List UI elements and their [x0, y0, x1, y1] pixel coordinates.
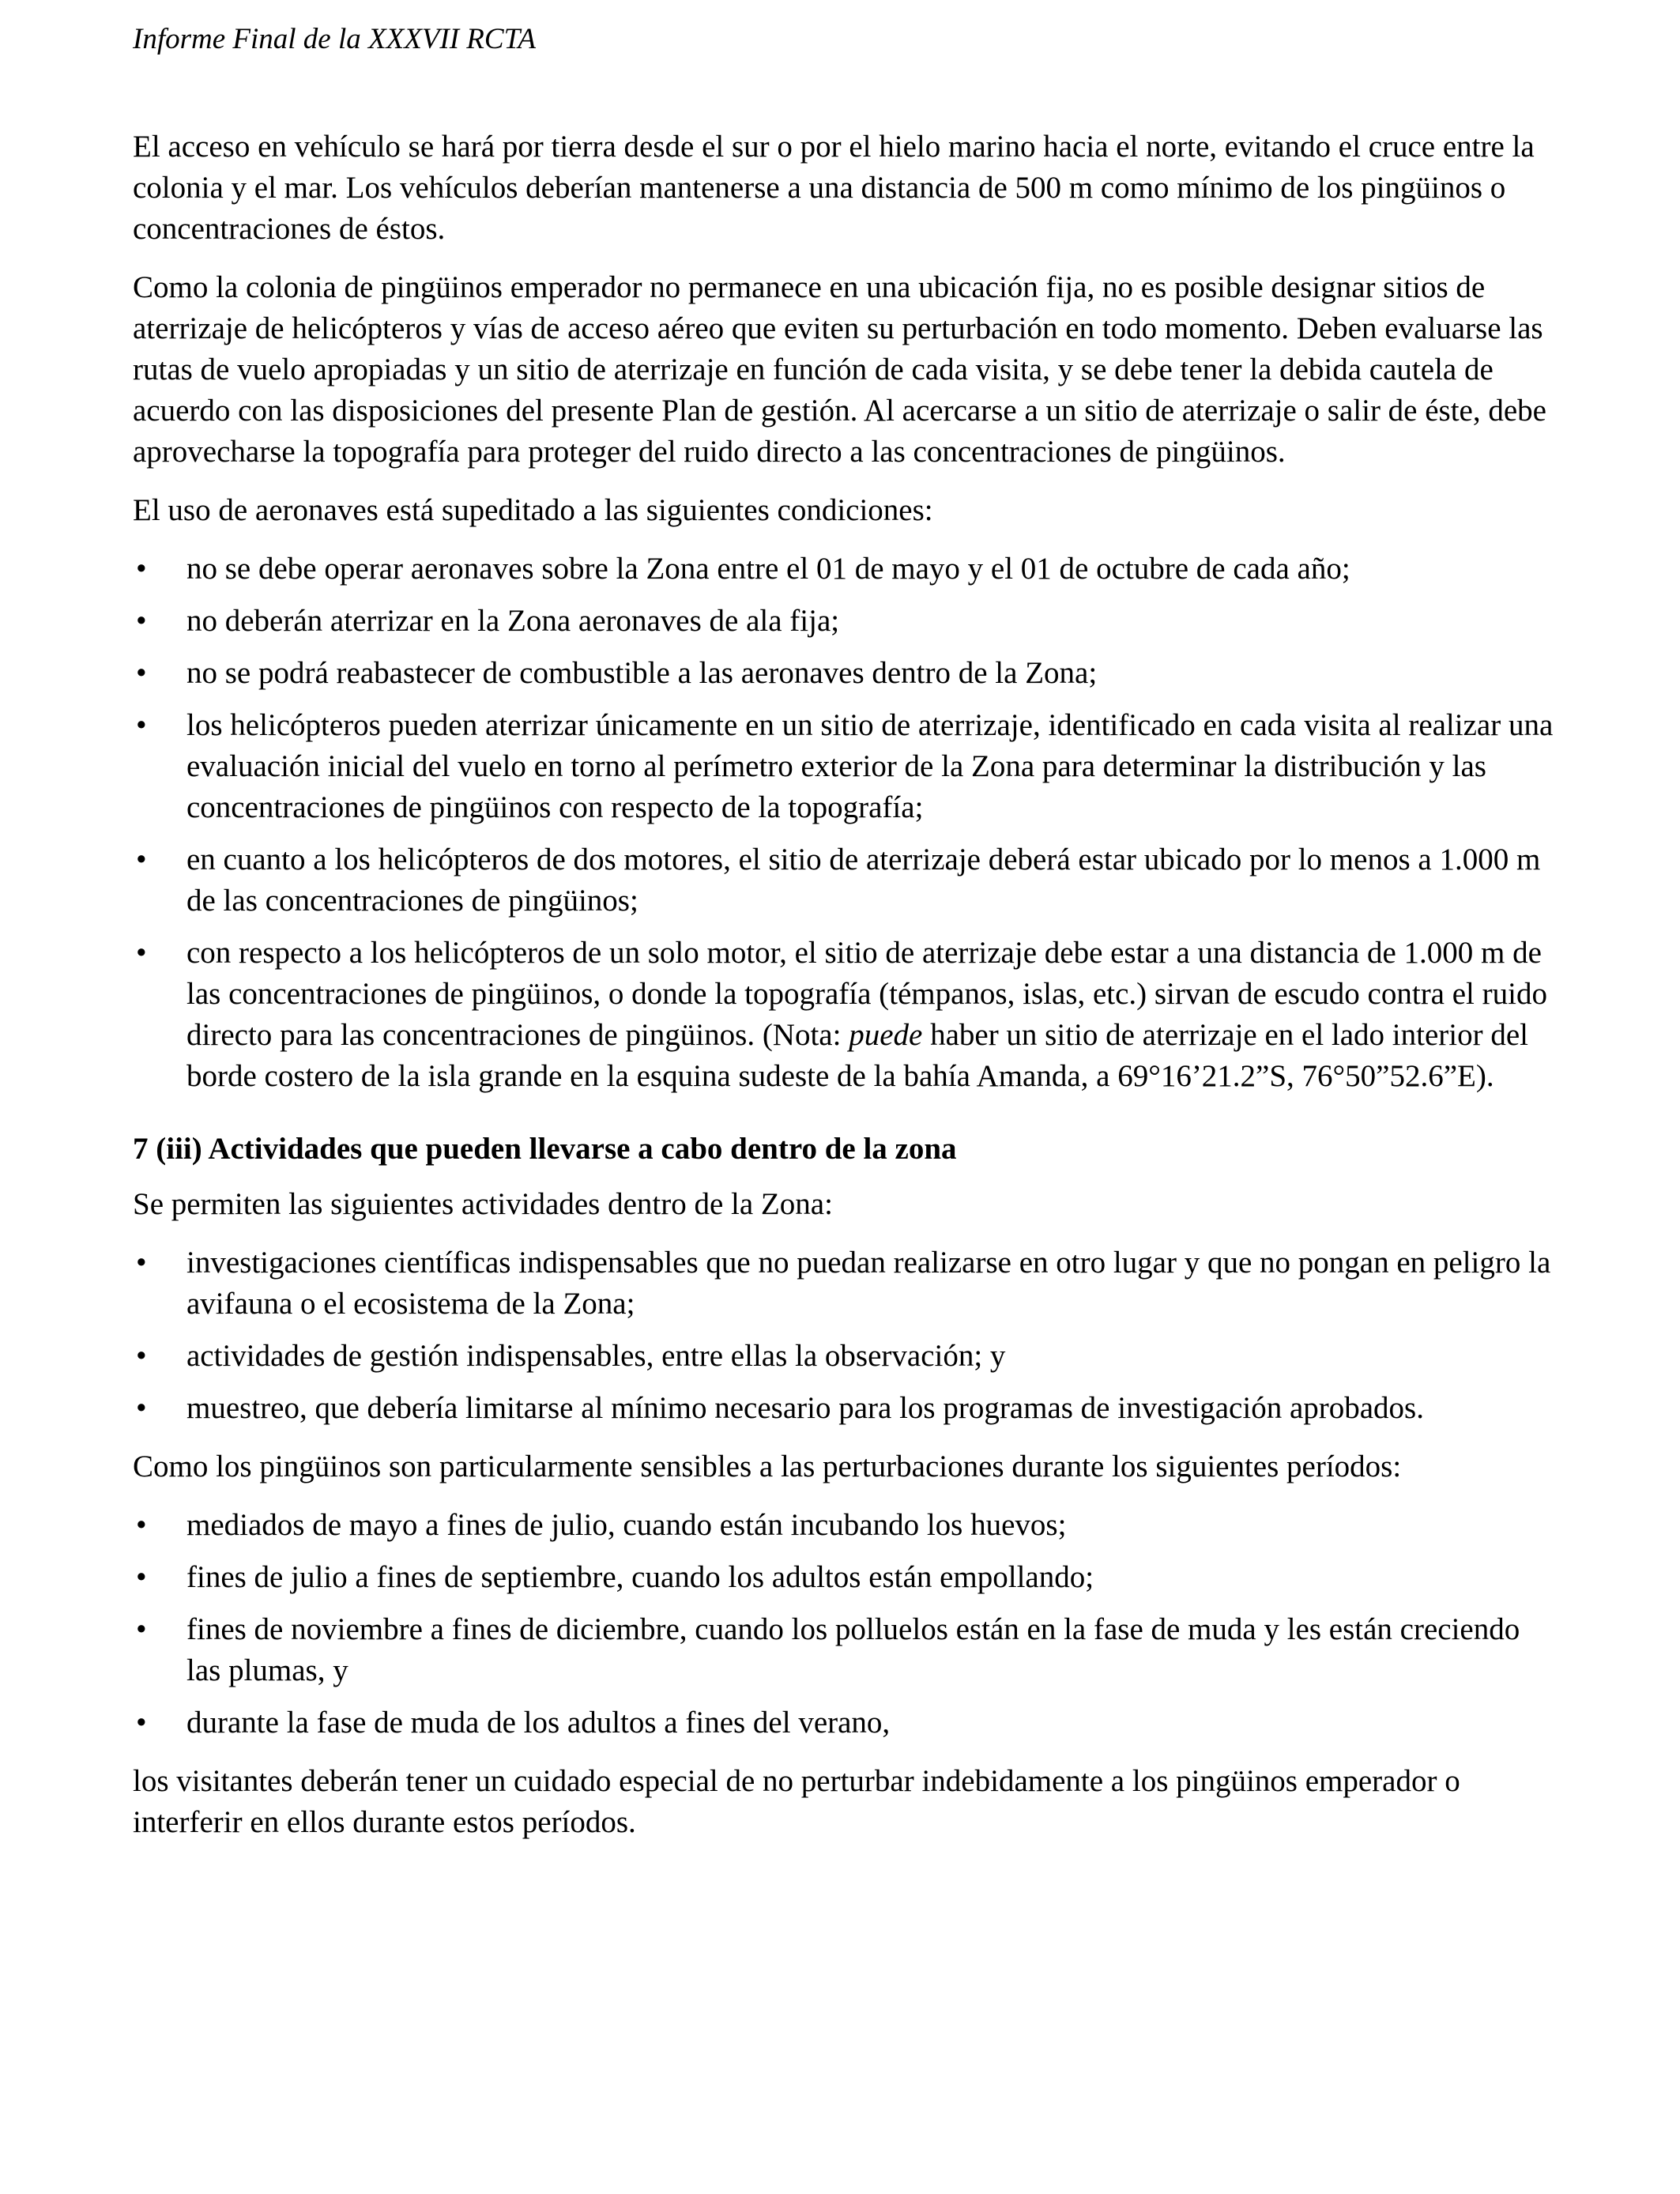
list-item: • en cuanto a los helicópteros de dos motores, el sitio de aterrizaje deberá estar ubicado por lo menos a 1.000 m de las concentraciones de pingüinos; — [133, 839, 1555, 922]
list-item: • no deberán aterrizar en la Zona aeronaves de ala fija; — [133, 601, 1555, 642]
paragraph-sensitive-intro: Como los pingüinos son particularmente sensibles a las perturbaciones durante los siguientes períodos: — [133, 1449, 1402, 1483]
list-item: • mediados de mayo a fines de julio, cuando están incubando los huevos; — [133, 1505, 1555, 1546]
bullet-icon: • — [136, 1339, 147, 1373]
section-heading: 7 (iii) Actividades que pueden llevarse a cabo dentro de la zona — [133, 1132, 957, 1166]
bullet-icon: • — [136, 656, 147, 690]
list-item: • no se debe operar aeronaves sobre la Zona entre el 01 de mayo y el 01 de octubre de cada año; — [133, 548, 1555, 590]
paragraph-aircraft-intro: El uso de aeronaves está supeditado a las siguientes condiciones: — [133, 493, 933, 527]
bullet-icon: • — [136, 552, 147, 586]
bullet-icon: • — [136, 936, 147, 970]
bullet-icon: • — [136, 708, 147, 742]
list-item: • actividades de gestión indispensables, entre ellas la observación; y — [133, 1336, 1555, 1377]
document-body — [133, 126, 1555, 1860]
aircraft-conditions-list — [133, 548, 1555, 1097]
list-item: • durante la fase de muda de los adultos a fines del verano, — [133, 1702, 1555, 1744]
list-item: • fines de julio a fines de septiembre, cuando los adultos están empollando; — [133, 1557, 1555, 1598]
paragraph-helicopter-sites: Como la colonia de pingüinos emperador no permanece en una ubicación fija, no es posible designar sitios de aterrizaje de helicópteros y vías de acceso aéreo que eviten su perturbación en todo momento. Deben evaluarse las rutas de vuelo apropiadas y un sitio de aterrizaje en función de cada visita, y se debe tener la debida cautela de acuerdo con las disposiciones del presente Plan de gestión. Al acercarse a un sitio de aterrizaje o salir de éste, debe aprovecharse la topografía para proteger del ruido directo a las concentraciones de pingüinos. — [133, 270, 1546, 469]
bullet-icon: • — [136, 843, 147, 876]
list-item: • con respecto a los helicópteros de un solo motor, el sitio de aterrizaje debe estar a una distancia de 1.000 m de las concentraciones de pingüinos, o donde la topografía (témpanos, islas, etc.) sirvan de escudo contra el ruido directo para las concentraciones de pingüinos. (Nota: puede haber un sitio de aterrizaje en el lado interior del borde costero de la isla grande en la esquina sudeste de la bahía Amanda, a 69°16’21.2”S, 76°50”52.6”E). — [133, 933, 1555, 1097]
list-item: • muestreo, que debería limitarse al mínimo necesario para los programas de investigación aprobados. — [133, 1388, 1555, 1429]
sensitive-periods-list — [133, 1505, 1555, 1744]
paragraph-vehicle-access: El acceso en vehículo se hará por tierra desde el sur o por el hielo marino hacia el norte, evitando el cruce entre la colonia y el mar. Los vehículos deberían mantenerse a una distancia de 500 m como mínimo de los pingüinos o concentraciones de éstos. — [133, 130, 1535, 246]
bullet-icon: • — [136, 1706, 147, 1740]
permitted-activities-list — [133, 1242, 1555, 1429]
bullet-icon: • — [136, 1246, 147, 1280]
list-item: • no se podrá reabastecer de combustible a las aeronaves dentro de la Zona; — [133, 653, 1555, 694]
bullet-icon: • — [136, 1612, 147, 1646]
bullet-icon: • — [136, 604, 147, 638]
list-item: • los helicópteros pueden aterrizar únicamente en un sitio de aterrizaje, identificado en cada visita al realizar una evaluación inicial del vuelo en torno al perímetro exterior de la Zona para determinar la distribución y las concentraciones de pingüinos con respecto de la topografía; — [133, 705, 1555, 828]
italic-note-word: puede — [849, 1018, 923, 1052]
list-item: • fines de noviembre a fines de diciembre, cuando los polluelos están en la fase de muda y les están creciendo las plumas, y — [133, 1609, 1555, 1691]
list-item: • investigaciones científicas indispensables que no puedan realizarse en otro lugar y que no pongan en peligro la avifauna o el ecosistema de la Zona; — [133, 1242, 1555, 1325]
running-header: Informe Final de la XXXVII RCTA — [133, 23, 537, 55]
bullet-icon: • — [136, 1560, 147, 1594]
bullet-icon: • — [136, 1508, 147, 1542]
paragraph-visitor-care: los visitantes deberán tener un cuidado especial de no perturbar indebidamente a los pingüinos emperador o interferir en ellos durante estos períodos. — [133, 1764, 1460, 1839]
bullet-icon: • — [136, 1391, 147, 1425]
paragraph-activities-intro: Se permiten las siguientes actividades dentro de la Zona: — [133, 1187, 833, 1221]
